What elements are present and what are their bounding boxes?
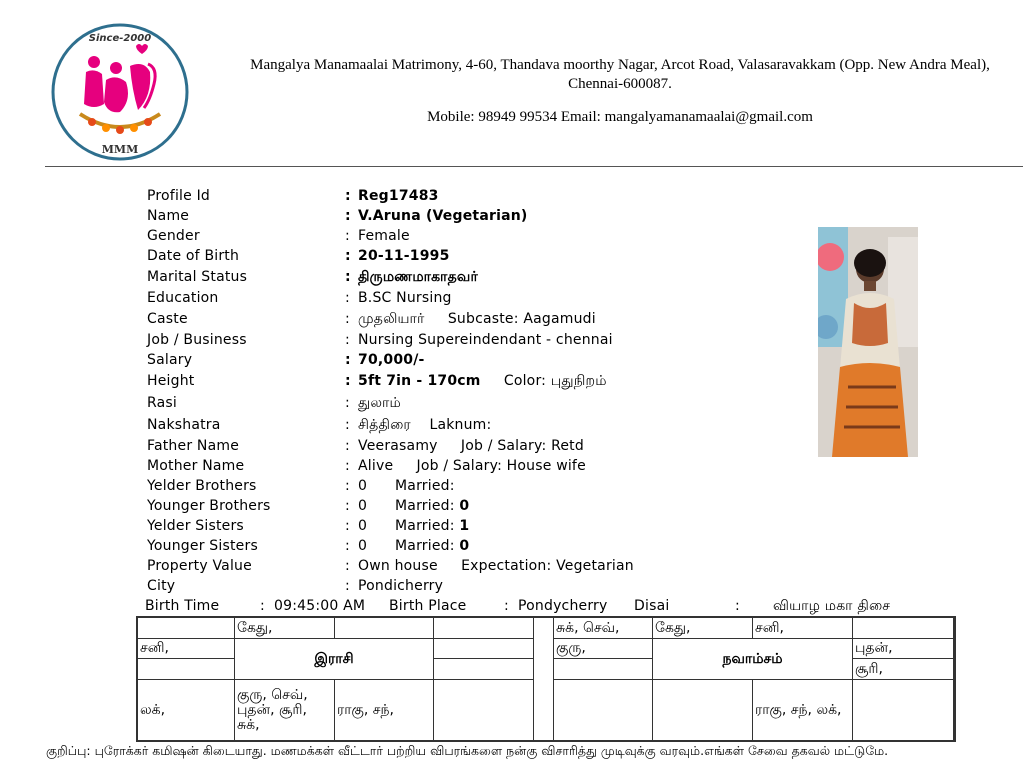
expectation-value: Vegetarian	[556, 558, 634, 574]
rasi-value: துலாம்	[358, 395, 401, 411]
elder-sisters-value	[358, 516, 469, 536]
navamsam-cell	[653, 680, 753, 741]
birth-time-label: Birth Time	[145, 598, 220, 614]
disai-label: Disai	[634, 598, 670, 614]
colon: :	[345, 395, 350, 411]
birth-place-label: Birth Place	[389, 598, 467, 614]
colon: :	[345, 438, 350, 454]
father-value	[358, 436, 584, 456]
younger-sisters-value	[358, 536, 469, 556]
colon: :	[345, 578, 350, 594]
rasi-chart-title: இராசி	[235, 639, 434, 680]
color-label: Color:	[503, 373, 547, 389]
colon: :	[345, 208, 351, 224]
logo-top-text: Since-2000	[88, 33, 152, 44]
colon: :	[345, 269, 351, 285]
company-logo	[50, 22, 190, 162]
expectation-label: Expectation:	[461, 558, 552, 574]
younger-brothers-label: Younger Brothers	[147, 498, 271, 514]
rasi-cell: ராகு, சந்,	[335, 680, 434, 741]
rasi-cell	[434, 618, 534, 639]
chart-separator	[533, 617, 554, 739]
elder-sisters-married-value: 1	[459, 518, 470, 534]
younger-brothers-count: 0	[358, 498, 368, 514]
navamsam-cell	[554, 680, 653, 741]
rasi-cell: கேது,	[235, 618, 335, 639]
colon: :	[345, 290, 350, 306]
header-divider	[45, 166, 1023, 167]
dob-value: 20-11-1995	[358, 248, 450, 264]
color-value: புதுநிறம்	[550, 373, 607, 389]
education-value: B.SC Nursing	[358, 290, 452, 306]
elder-brothers-married-label: Married:	[395, 478, 455, 494]
gender-label: Gender	[147, 228, 200, 244]
father-text: Veerasamy	[358, 438, 438, 454]
city-label: City	[147, 578, 176, 594]
elder-brothers-label: Yelder Brothers	[147, 478, 257, 494]
navamsam-cell	[853, 618, 954, 639]
mother-text: Alive	[358, 458, 394, 474]
salary-label: Salary	[147, 352, 193, 368]
younger-sisters-married-label: Married:	[395, 538, 455, 554]
colon: :	[504, 598, 509, 614]
nakshatra-text: சித்திரை	[358, 417, 411, 433]
job-value: Nursing Supereindendant - chennai	[358, 332, 613, 348]
navamsam-cell: சுக், செவ்,	[554, 618, 653, 639]
colon: :	[345, 248, 351, 264]
navamsam-cell: சூரி,	[853, 659, 954, 680]
nakshatra-value	[358, 415, 491, 435]
job-label: Job / Business	[147, 332, 247, 348]
subcaste-value: Aagamudi	[523, 311, 596, 327]
rasi-cell	[138, 659, 235, 680]
colon: :	[345, 458, 350, 474]
height-value	[358, 371, 607, 391]
colon: :	[345, 518, 350, 534]
rasi-cell	[434, 680, 534, 741]
colon: :	[260, 598, 265, 614]
rasi-cell	[434, 659, 534, 680]
subcaste-label: Subcaste:	[447, 311, 519, 327]
mother-job-label: Job / Salary:	[416, 458, 503, 474]
navamsam-cell: புதன்,	[853, 639, 954, 659]
father-job-label: Job / Salary:	[460, 438, 547, 454]
gender-value: Female	[358, 228, 410, 244]
navamsam-chart-title: நவாம்சம்	[653, 639, 853, 680]
elder-brothers-value	[358, 476, 455, 496]
elder-sisters-married-label: Married:	[395, 518, 455, 534]
company-address: Mangalya Manamaalai Matrimony, 4-60, Thandava moorthy Nagar, Arcot Road, Valasaravakkam (Opp. New Andra Meal), Chennai-600087.	[250, 57, 990, 92]
colon: :	[345, 332, 350, 348]
city-value: Pondicherry	[358, 578, 444, 594]
caste-text: முதலியார்	[358, 311, 425, 327]
marital-status-value: திருமணமாகாதவர்	[358, 269, 479, 285]
logo-bottom-text: MMM	[101, 143, 139, 156]
nakshatra-label: Nakshatra	[147, 417, 221, 433]
footer-note: குறிப்பு: புரோக்கர் கமிஷன் கிடையாது. மணமக்கள் வீட்டார் பற்றிய விபரங்களை நன்கு விசாரித்து முடிவுக்கு வரவும்.எங்கள் சேவை தகவல் மட்டுமே.	[46, 743, 889, 758]
height-text: 5ft 7in - 170cm	[358, 373, 481, 389]
birth-place-value: Pondycherry	[518, 598, 608, 614]
colon: :	[345, 498, 350, 514]
rasi-label: Rasi	[147, 395, 177, 411]
rasi-cell	[335, 618, 434, 639]
birth-details	[145, 596, 945, 616]
colon: :	[345, 558, 350, 574]
colon: :	[345, 188, 351, 204]
profile-id-value: Reg17483	[358, 188, 439, 204]
name-label: Name	[147, 208, 190, 224]
navamsam-cell: குரு,	[554, 639, 653, 659]
birth-time-value: 09:45:00 AM	[274, 598, 366, 614]
colon: :	[345, 478, 350, 494]
marital-status-label: Marital Status	[147, 269, 248, 285]
property-label: Property Value	[147, 558, 252, 574]
younger-brothers-value	[358, 496, 469, 516]
navamsam-cell	[853, 680, 954, 741]
name-value: V.Aruna (Vegetarian)	[358, 208, 528, 224]
education-label: Education	[147, 290, 219, 306]
profile-id-label: Profile Id	[147, 188, 210, 204]
rasi-cell	[138, 618, 235, 639]
navamsam-cell: கேது,	[653, 618, 753, 639]
colon: :	[345, 417, 350, 433]
disai-value: வியாழ மகா திசை	[773, 598, 891, 614]
profile-photo	[818, 227, 918, 457]
younger-sisters-married-value: 0	[459, 538, 470, 554]
colon: :	[345, 228, 350, 244]
navamsam-cell: ராகு, சந், லக்,	[753, 680, 853, 741]
mother-job-value: House wife	[506, 458, 586, 474]
rasi-cell: குரு, செவ், புதன், சூரி, சுக்,	[235, 680, 335, 741]
salary-value: 70,000/-	[358, 352, 425, 368]
mother-value	[358, 456, 586, 476]
company-contact: Mobile: 98949 99534 Email: mangalyamanamaalai@gmail.com	[427, 109, 813, 125]
younger-sisters-label: Younger Sisters	[147, 538, 258, 554]
elder-sisters-count: 0	[358, 518, 368, 534]
mother-label: Mother Name	[147, 458, 245, 474]
navamsam-cell	[554, 659, 653, 680]
navamsam-chart	[553, 617, 954, 741]
elder-sisters-label: Yelder Sisters	[147, 518, 244, 534]
rasi-cell: லக்,	[138, 680, 235, 741]
colon: :	[345, 311, 350, 327]
caste-value	[358, 309, 596, 329]
laknum-label: Laknum:	[429, 417, 492, 433]
elder-brothers-count: 0	[358, 478, 368, 494]
rasi-chart	[137, 617, 534, 741]
property-value	[358, 556, 634, 576]
property-text: Own house	[358, 558, 438, 574]
younger-brothers-married-value: 0	[459, 498, 470, 514]
navamsam-cell: சனி,	[753, 618, 853, 639]
height-label: Height	[147, 373, 195, 389]
father-label: Father Name	[147, 438, 240, 454]
caste-label: Caste	[147, 311, 188, 327]
rasi-cell	[434, 639, 534, 659]
dob-label: Date of Birth	[147, 248, 240, 264]
colon: :	[345, 373, 351, 389]
colon: :	[345, 352, 351, 368]
father-job-value: Retd	[551, 438, 584, 454]
colon: :	[735, 598, 740, 614]
colon: :	[345, 538, 350, 554]
younger-sisters-count: 0	[358, 538, 368, 554]
rasi-cell: சனி,	[138, 639, 235, 659]
younger-brothers-married-label: Married:	[395, 498, 455, 514]
